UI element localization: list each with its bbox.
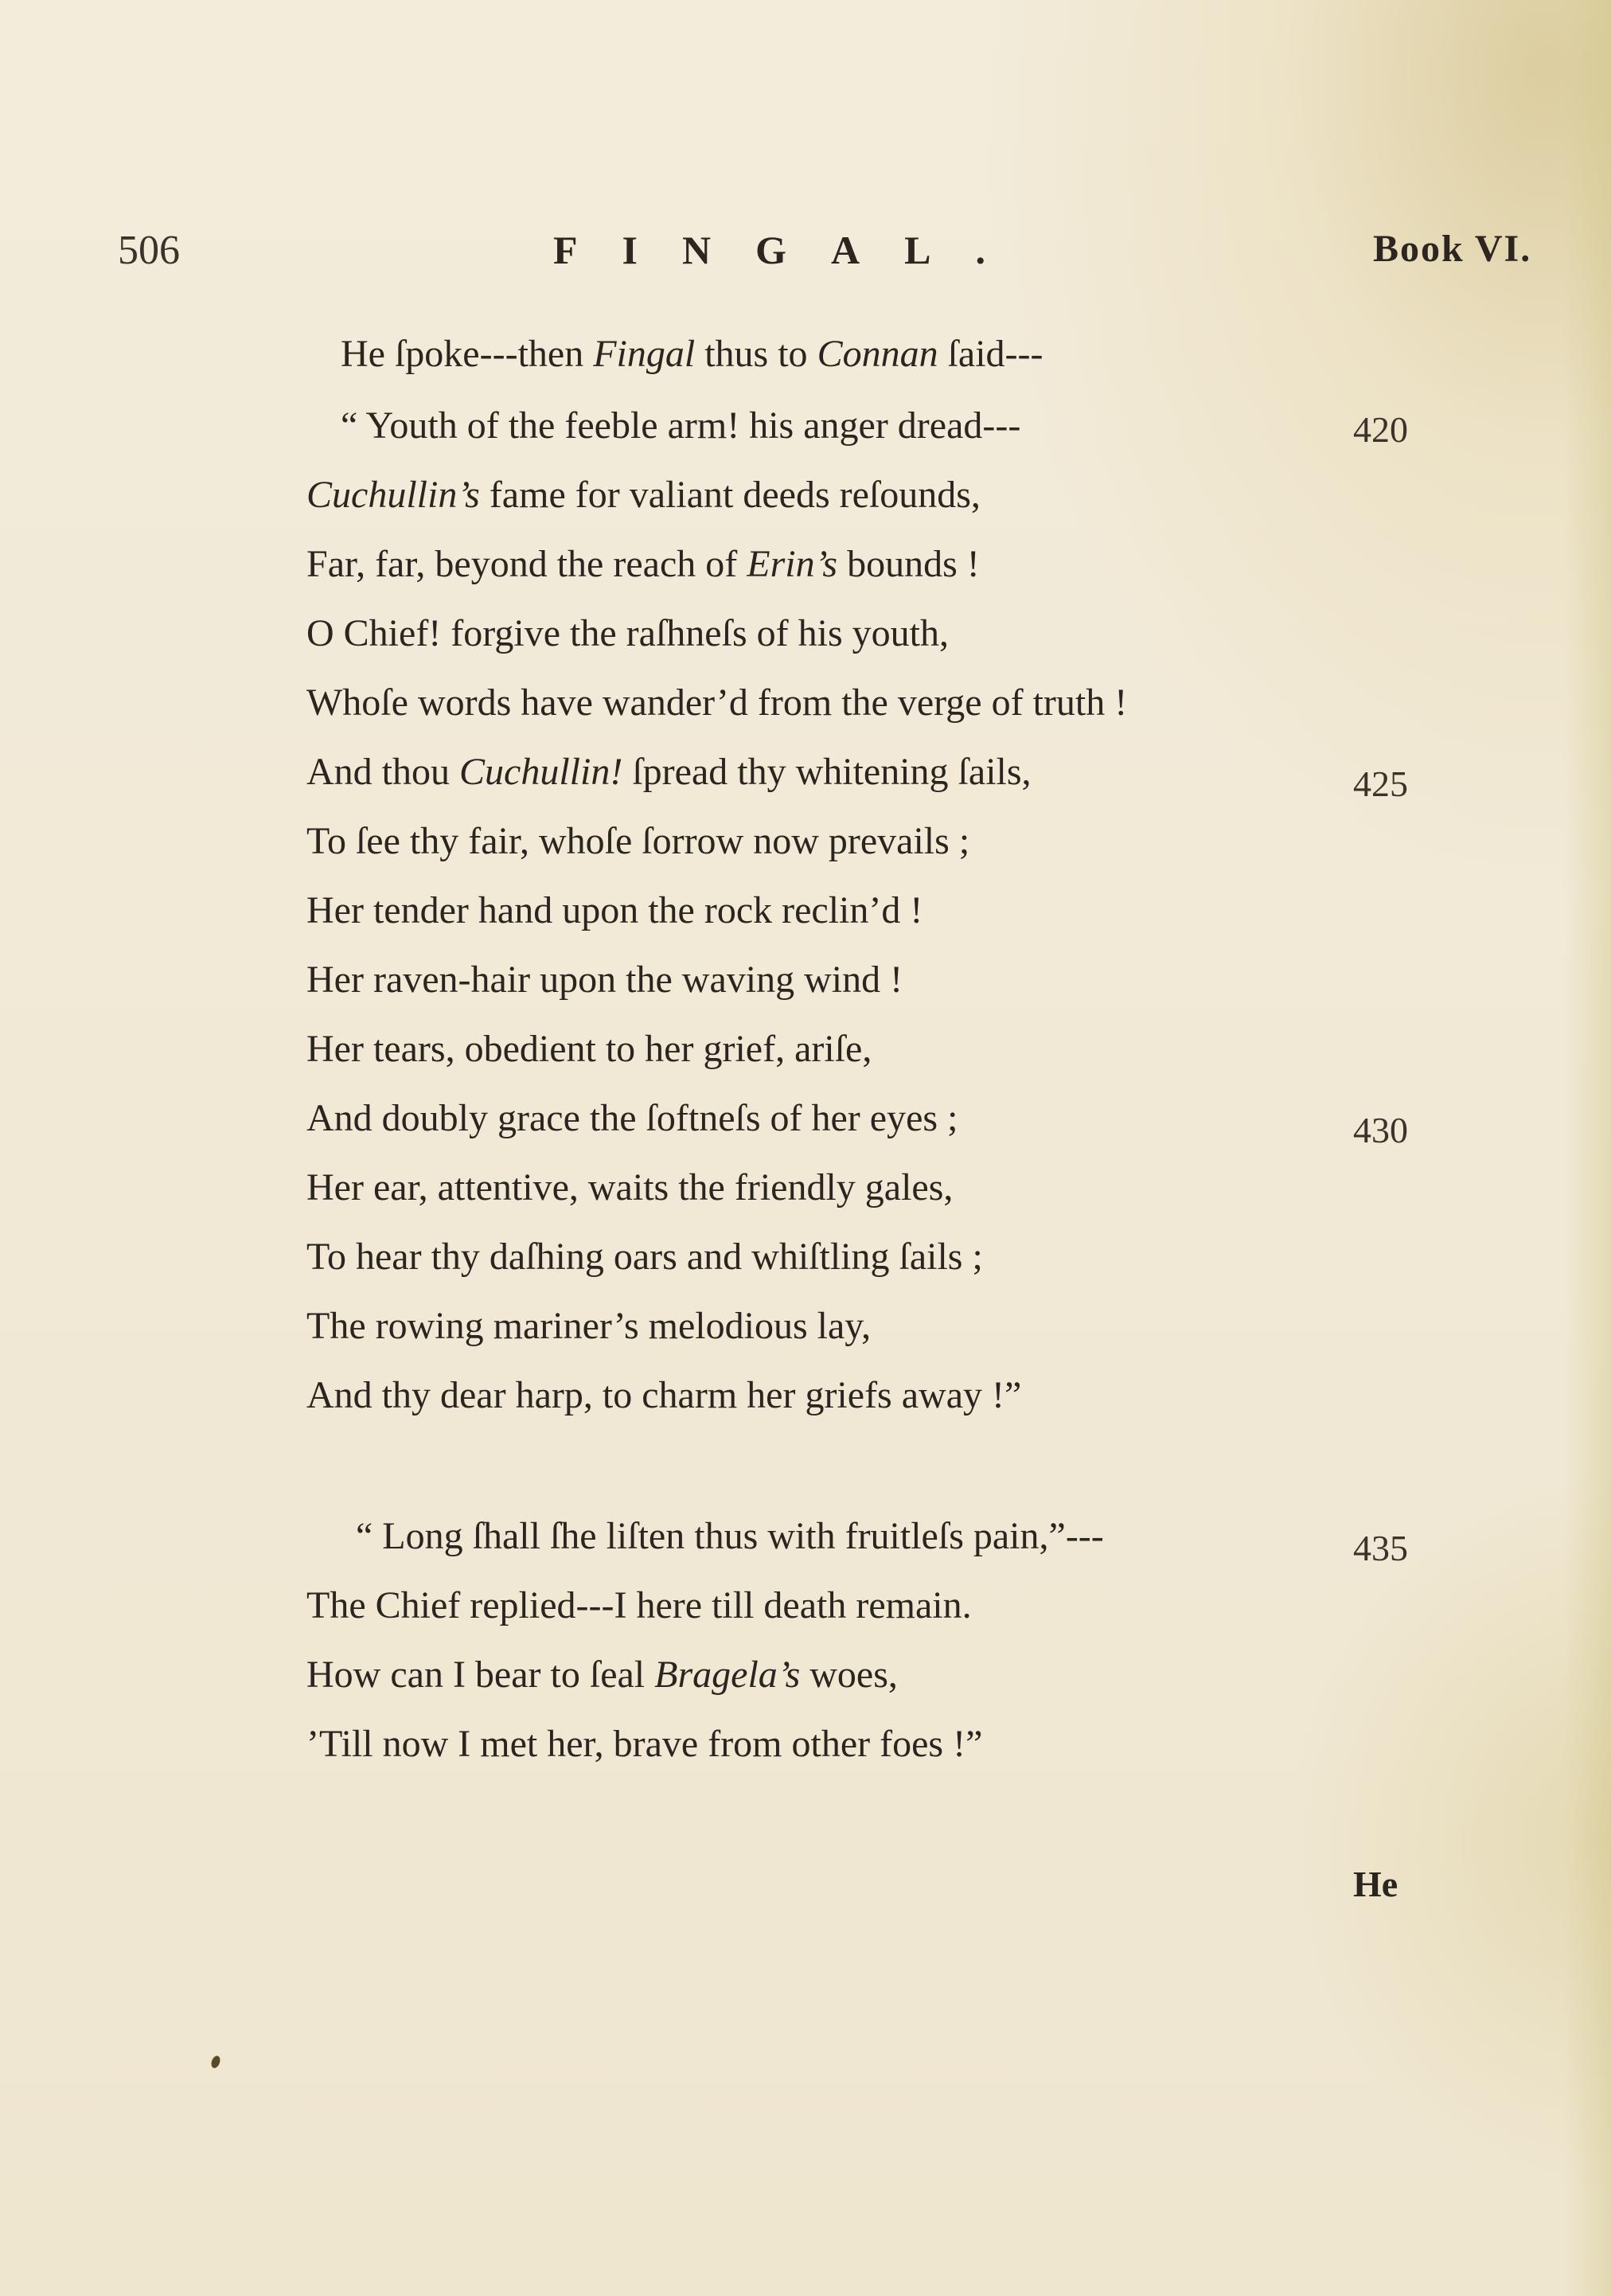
verse-line: And thou Cuchullin! ſpread thy whitening ſails, <box>306 751 1032 793</box>
verse-line: And doubly grace the ſoftneſs of her eyes ; <box>306 1097 958 1139</box>
ink-speck <box>210 2055 222 2069</box>
running-title: FINGAL. <box>553 228 1030 272</box>
verse-line: Her raven-hair upon the waving wind ! <box>306 959 903 1001</box>
verse-line: He ſpoke---then Fingal thus to Connan ſaid--- <box>341 333 1043 375</box>
verse-line: O Chief! forgive the raſhneſs of his youth, <box>306 612 949 654</box>
running-header <box>0 227 1611 283</box>
line-number: 420 <box>1353 409 1408 450</box>
verse-line: Her ear, attentive, waits the friendly gales, <box>306 1166 954 1209</box>
verse-line: How can I bear to ſeal Bragela’s woes, <box>306 1654 898 1696</box>
verse-line: ’Till now I met her, brave from other foes !” <box>306 1723 983 1765</box>
verse-line: And thy dear harp, to charm her griefs away !” <box>306 1374 1022 1416</box>
line-number: 430 <box>1353 1110 1408 1150</box>
book-label: Book VI. <box>1373 228 1532 270</box>
verse-line: To hear thy daſhing oars and whiſtling ſails ; <box>306 1236 983 1278</box>
verse-line: To ſee thy fair, whoſe ſorrow now prevails ; <box>306 820 970 862</box>
page-number: 506 <box>118 228 180 273</box>
line-number: 435 <box>1353 1528 1408 1568</box>
verse-line: Cuchullin’s fame for valiant deeds reſounds, <box>306 474 981 516</box>
verse-line: Her tender hand upon the rock reclin’d ! <box>306 889 923 931</box>
line-number: 425 <box>1353 763 1408 804</box>
page-edge-stain <box>1563 0 1611 2296</box>
verse-line: “ Youth of the feeble arm! his anger dread--- <box>341 404 1021 447</box>
verse-line: Her tears, obedient to her grief, ariſe, <box>306 1028 872 1070</box>
verse-line: Far, far, beyond the reach of Erin’s bounds ! <box>306 543 980 585</box>
verse-line: “ Long ſhall ſhe liſten thus with fruitleſs pain,”--- <box>356 1515 1104 1557</box>
verse-line: Whoſe words have wander’d from the verge of truth ! <box>306 681 1128 724</box>
verse-line: The rowing mariner’s melodious lay, <box>306 1305 872 1347</box>
catchword: He <box>1353 1864 1398 1904</box>
verse-line: The Chief replied---I here till death remain. <box>306 1584 972 1626</box>
